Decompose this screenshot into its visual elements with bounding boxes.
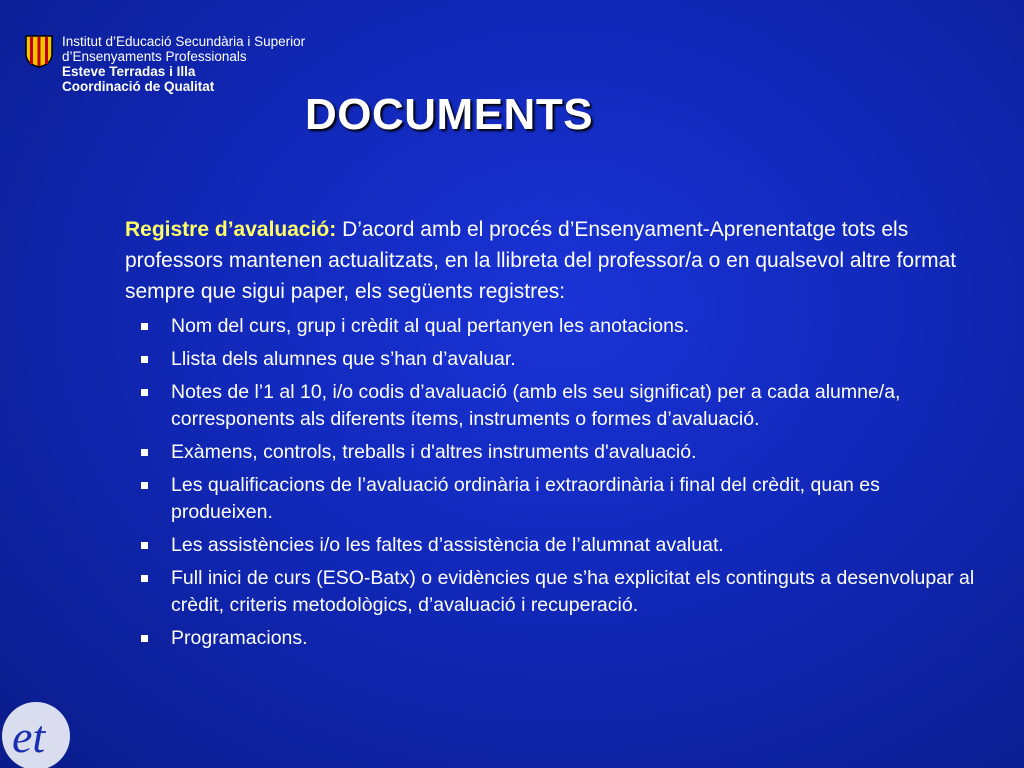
header [24,34,305,94]
intro-paragraph [125,214,985,307]
slide-content [125,214,985,658]
list-item: Llista dels alumnes que s’han d’avaluar. [125,346,985,373]
et-logo-icon [0,696,72,768]
institution-block [62,34,305,94]
intro-text: D’acord amb el procés d’Ensenyament-Aprenentatge tots els professors mantenen actualitzats, en la llibreta del professor/a o en qualsevol altre format sempre que sigui paper, els següents registres: [125,218,957,303]
bullet-square-icon [141,482,148,489]
bullet-square-icon [141,449,148,456]
bullet-square-icon [141,389,148,396]
list-item: Nom del curs, grup i crèdit al qual pertanyen les anotacions. [125,313,985,340]
bullet-list [125,313,985,652]
institution-line-3: Esteve Terradas i Illa [62,64,196,79]
catalan-crest-icon [24,34,54,68]
bullet-square-icon [141,542,148,549]
list-item: Les assistències i/o les faltes d’assistència de l’alumnat avaluat. [125,532,985,559]
institution-line-1: Institut d’Educació Secundària i Superior [62,34,306,49]
bullet-square-icon [141,575,148,582]
list-item: Programacions. [125,625,985,652]
bullet-square-icon [141,635,148,642]
institution-line-2: d’Ensenyaments Professionals [62,49,247,64]
svg-text:et: et [12,711,46,762]
institution-line-4: Coordinació de Qualitat [62,79,215,94]
list-item: Les qualificacions de l’avaluació ordinària i extraordinària i final del crèdit, quan es produeixen. [125,472,985,526]
list-item: Exàmens, controls, treballs i d'altres instruments d'avaluació. [125,439,985,466]
page-title: DOCUMENTS [305,90,594,139]
bullet-square-icon [141,323,148,330]
bullet-square-icon [141,356,148,363]
list-item: Full inici de curs (ESO-Batx) o evidències que s’ha explicitat els continguts a desenvolupar al crèdit, criteris metodològics, d’avaluació i recuperació. [125,565,985,619]
intro-lead: Registre d’avaluació: [125,218,337,241]
list-item: Notes de l’1 al 10, i/o codis d’avaluació (amb els seu significat) per a cada alumne/a, corresponents als diferents ítems, instruments o formes d’avaluació. [125,379,985,433]
